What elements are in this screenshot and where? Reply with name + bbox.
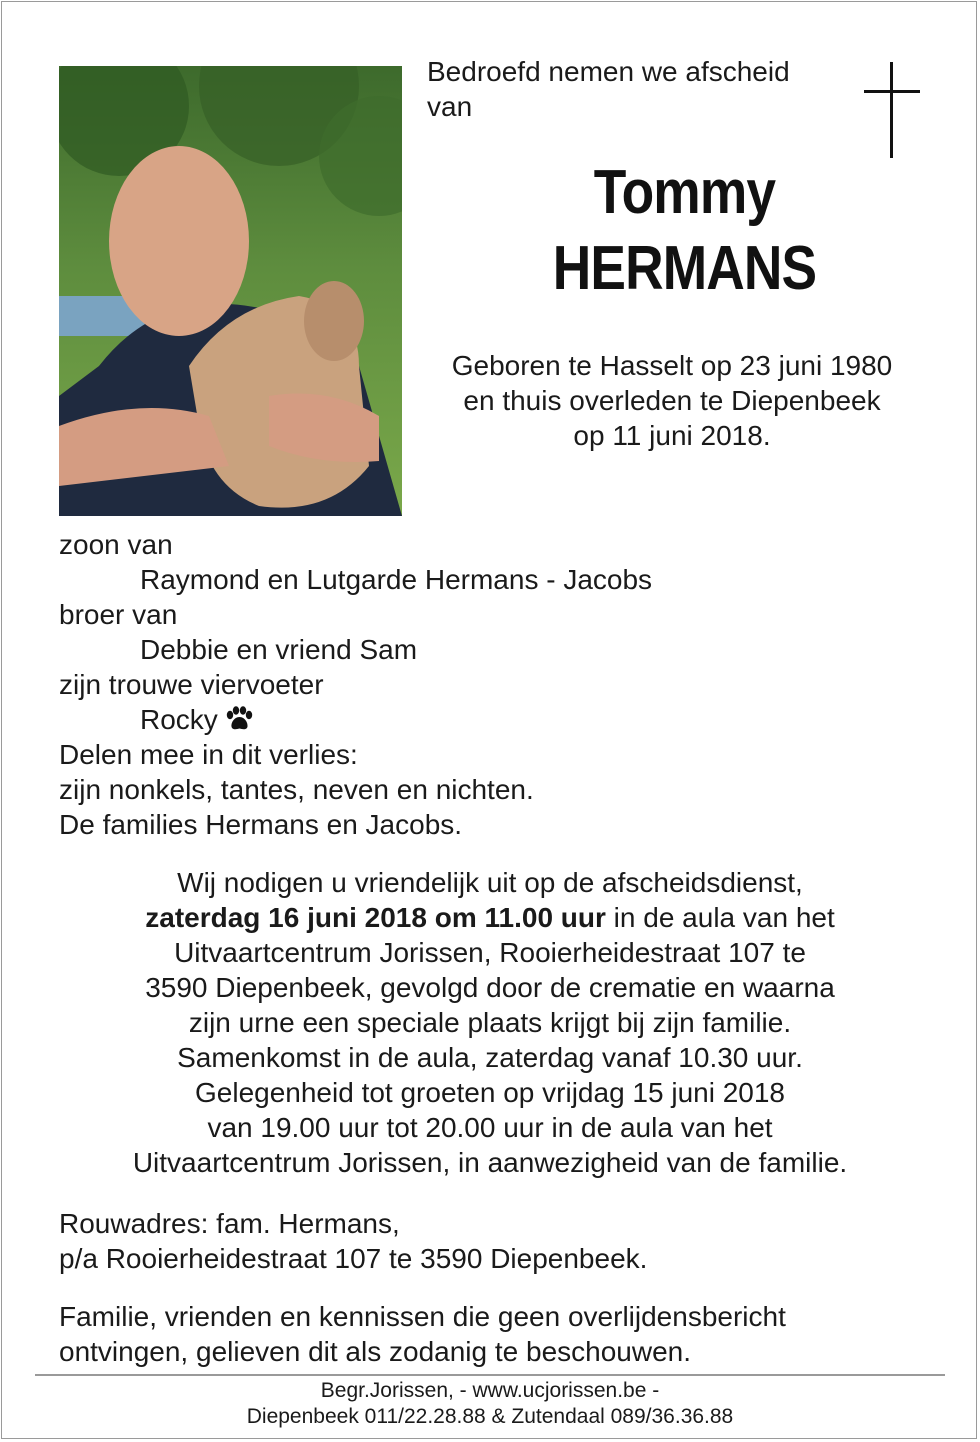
parents-names: Raymond en Lutgarde Hermans - Jacobs [140, 564, 653, 595]
last-name: HERMANS [552, 234, 817, 303]
notice-line-1: Familie, vrienden en kennissen die geen overlijdensbericht [59, 1301, 786, 1332]
intro-line-1: Bedroefd nemen we afscheid [427, 56, 790, 87]
death-date-line: op 11 juni 2018. [573, 420, 771, 451]
service-line-2-rest: in de aula van het [605, 902, 835, 933]
intro-line-2: van [427, 91, 473, 122]
portrait-photo [59, 66, 402, 516]
address-line-1: Rouwadres: fam. Hermans, [59, 1208, 400, 1239]
share-label: Delen mee in dit verlies: [59, 739, 358, 770]
first-name: Tommy [593, 158, 776, 227]
portrait-photo-illustration [59, 66, 402, 516]
notice-line-2: ontvingen, gelieven dit als zodanig te beschouwen. [59, 1336, 691, 1367]
death-place-line: en thuis overleden te Diepenbeek [463, 385, 881, 416]
siblings-names: Debbie en vriend Sam [140, 634, 418, 665]
service-line-4: 3590 Diepenbeek, gevolgd door de crematie en waarna [145, 972, 835, 1003]
pet-line [59, 702, 919, 737]
cross-icon [862, 62, 922, 158]
pet-label: zijn trouwe viervoeter [59, 669, 324, 700]
service-line-8: van 19.00 uur tot 20.00 uur in de aula van het [207, 1112, 773, 1143]
footer-divider [35, 1374, 945, 1376]
deceased-name [427, 155, 942, 307]
service-line-9: Uitvaartcentrum Jorissen, in aanwezigheid van de familie. [132, 1147, 848, 1178]
footer [0, 1378, 980, 1430]
service-line-5: zijn urne een speciale plaats krijgt bij zijn familie. [188, 1007, 792, 1038]
brother-of-label: broer van [59, 599, 178, 630]
notice-text [59, 1299, 939, 1369]
service-line-6: Samenkomst in de aula, zaterdag vanaf 10.30 uur. [177, 1042, 803, 1073]
paw-icon [224, 706, 254, 732]
footer-line-2: Diepenbeek 011/22.28.88 & Zutendaal 089/36.36.88 [246, 1405, 734, 1428]
family-list [59, 527, 919, 842]
service-line-1: Wij nodigen u vriendelijk uit op de afscheidsdienst, [177, 867, 803, 898]
service-date: zaterdag 16 juni 2018 om 11.00 uur [145, 902, 606, 933]
service-line-2 [40, 900, 940, 935]
mourning-address [59, 1206, 919, 1276]
birth-death-info [402, 348, 942, 453]
pet-name: Rocky [140, 704, 218, 735]
service-info [40, 865, 940, 1180]
footer-line-1: Begr.Jorissen, - www.ucjorissen.be - [320, 1379, 660, 1402]
service-line-7: Gelegenheid tot groeten op vrijdag 15 juni 2018 [195, 1077, 785, 1108]
son-of-label: zoon van [59, 529, 173, 560]
families-line: De families Hermans en Jacobs. [59, 809, 463, 840]
birth-line: Geboren te Hasselt op 23 juni 1980 [451, 350, 893, 381]
intro-text [427, 54, 847, 124]
address-line-2: p/a Rooierheidestraat 107 te 3590 Diepenbeek. [59, 1243, 648, 1274]
service-line-3: Uitvaartcentrum Jorissen, Rooierheidestraat 107 te [174, 937, 806, 968]
relatives-line: zijn nonkels, tantes, neven en nichten. [59, 774, 534, 805]
